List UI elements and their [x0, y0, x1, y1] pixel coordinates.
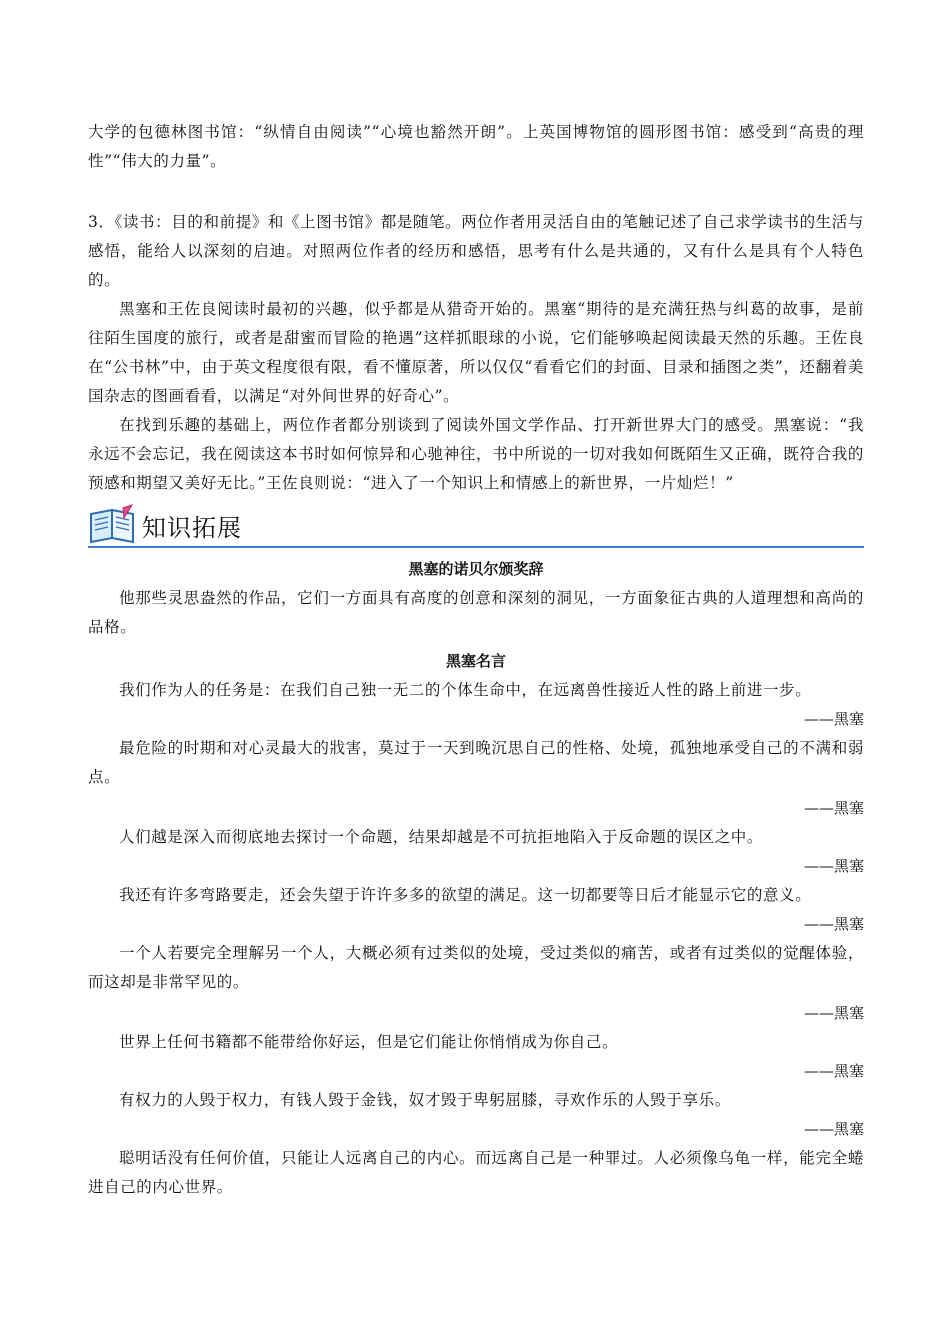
quote-text: 最危险的时期和对心灵最大的戕害，莫过于一天到晚沉思自己的性格、处境，孤独地承受自己的不满和弱点。 [88, 739, 864, 786]
open-book-icon [88, 504, 138, 544]
section-divider [88, 546, 864, 548]
answer-paragraph-2: 在找到乐趣的基础上，两位作者都分别谈到了阅读外国文学作品、打开新世界大门的感受。黑塞说：“我永远不会忘记，我在阅读这本书时如何惊异和心驰神往，书中所说的一切对我如何既陌生又正确，既符合我的预感和期望又美好无比。”王佐良则说：“进入了一个知识上和情感上的新世界，一片灿烂！” [88, 416, 864, 492]
quote-text: 人们越是深入而彻底地去探讨一个命题，结果却越是不可抗拒地陷入于反命题的误区之中。 [119, 828, 764, 846]
quotes-heading: 黑塞名言 [445, 652, 506, 670]
answer-paragraph-1: 黑塞和王佐良阅读时最初的兴趣，似乎都是从猎奇开始的。黑塞“期待的是充满狂热与纠葛的故事，是前往陌生国度的旅行，或者是甜蜜而冒险的艳遇”这样抓眼球的小说，它们能够唤起阅读最天然的乐趣。王佐良在“公书林”中，由于英文程度很有限，看不懂原著，所以仅仅“看看它们的封面、目录和插图之类”，还翻着美国杂志的图画看看，以满足“对外间世界的好奇心”。 [88, 300, 864, 405]
quote-text: 世界上任何书籍都不能带给你好运，但是它们能让你悄悄成为你自己。 [119, 1033, 619, 1051]
quote-attribution: ——黑塞 [803, 915, 864, 933]
section-header [88, 502, 864, 554]
quote-attribution: ——黑塞 [803, 1120, 864, 1138]
spacer [88, 176, 864, 208]
nobel-heading: 黑塞的诺贝尔颁奖辞 [408, 560, 544, 578]
quote-attribution: ——黑塞 [803, 1004, 864, 1022]
intro-paragraph: 大学的包德林图书馆：“纵情自由阅读”“心境也豁然开朗”。上英国博物馆的圆形图书馆：感受到“高贵的理性”“伟大的力量”。 [88, 123, 864, 170]
quote-text: 我们作为人的任务是：在我们自己独一无二的个体生命中，在远离兽性接近人性的路上前进一步。 [119, 681, 812, 699]
document-page [88, 118, 864, 1202]
quote-text: 聪明话没有任何价值，只能让人远离自己的内心。而远离自己是一种罪过。人必须像乌龟一样，能完全蜷进自己的内心世界。 [88, 1149, 864, 1196]
quote-text: 有权力的人毁于权力，有钱人毁于金钱，奴才毁于卑躬屈膝，寻欢作乐的人毁于享乐。 [119, 1091, 731, 1109]
quote-attribution: ——黑塞 [803, 710, 864, 728]
quote-attribution: ——黑塞 [803, 857, 864, 875]
quote-attribution: ——黑塞 [803, 1062, 864, 1080]
quote-attribution: ——黑塞 [803, 799, 864, 817]
question-3-prompt: 3．《读书：目的和前提》和《上图书馆》都是随笔。两位作者用灵活自由的笔触记述了自己求学读书的生活与感悟，能给人以深刻的启迪。对照两位作者的经历和感悟，思考有什么是共通的，又有什么是具有个人特色的。 [88, 213, 864, 289]
nobel-text: 他那些灵思盎然的作品，它们一方面具有高度的创意和深刻的洞见，一方面象征古典的人道理想和高尚的品格。 [88, 589, 864, 636]
section-title: 知识拓展 [142, 514, 242, 542]
quote-text: 一个人若要完全理解另一个人，大概必须有过类似的处境，受过类似的痛苦，或者有过类似的觉醒体验，而这却是非常罕见的。 [88, 944, 864, 991]
quote-text: 我还有许多弯路要走，还会失望于许许多多的欲望的满足。这一切都要等日后才能显示它的意义。 [119, 886, 812, 904]
